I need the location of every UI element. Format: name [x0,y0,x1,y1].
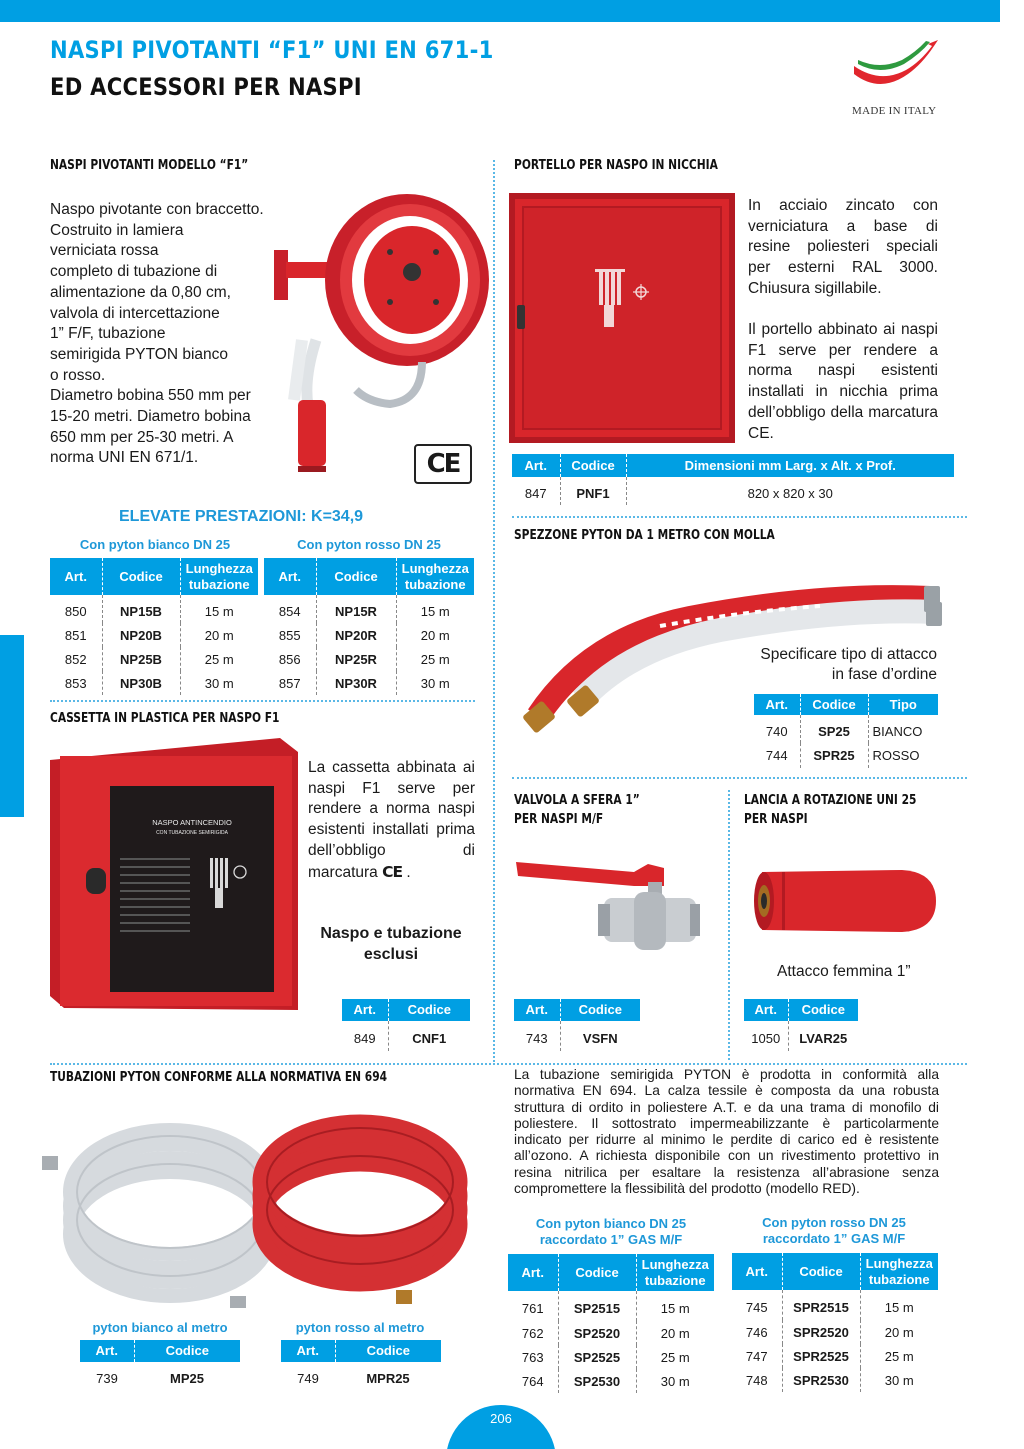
table-row: 1050 LVAR25 [744,1021,858,1051]
portello-description-2: Il portello abbinato ai naspi F1 serve per rendere a norma naspi esistenti installati in nicchia prima dell’obbligo della marcatura CE. [748,321,938,442]
hose-reel-image [272,190,494,475]
italy-flag-logo [850,38,940,100]
page-number: 206 [490,1411,512,1426]
valvola-table: Art. Codice 743 VSFN [514,999,640,1051]
nozzle-image [752,866,938,936]
table-row: 739 MP25 [96,1371,204,1386]
portello-description-1: In acciaio zincato con verniciatura a base di resine poliesteri speciali per esterni RAL 3000. Chiusura sigillabile. [748,197,938,297]
tub-red-table: Art. Codice Lunghezza tubazione 745 SPR2515 15 m 746 SPR2520 20 m 747 SPR2525 25 m 748 SPR2530 30 m [732,1253,938,1392]
cassetta-description: La cassetta abbinata ai naspi F1 serve per rendere a norma naspi esistenti installati prima dell’obbligo di marcatura CE . [308,759,475,881]
table-row: 856 NP25R 25 m [264,647,474,671]
table-row: 851 NP20B 20 m [50,623,258,647]
table-row: 857 NP30R 30 m [264,671,474,695]
table-row: 852 NP25B 25 m [50,647,258,671]
page-subtitle: ED ACCESSORI PER NASPI [50,73,362,101]
lancia-note: Attacco femmina 1” [777,963,911,980]
section-divider [512,777,967,779]
naspi-description: Naspo pivotante con braccetto. Costruito in lamiera verniciata rossa completo di tubazione di alimentazione da 0,80 cm, valvola di intercettazione 1” F/F, tubazione semirigida PYTON bianco o rosso. Diametro bobina 550 mm per 15-20 metri. Diametro bobina 650 mm per 25-30 metri. A norma UNI EN 671/1. [50,201,264,467]
section-heading-tubazioni: TUBAZIONI PYTON CONFORME ALLA NORMATIVA EN 694 [50,1070,388,1085]
page-number-tab [446,1405,556,1449]
section-heading-portello: PORTELLO PER NASPO IN NICCHIA [514,158,718,173]
table-row: 748 SPR2530 30 m [732,1368,938,1392]
table-row: 854 NP15R 15 m [264,595,474,623]
spezzone-note: Specificare tipo di attacco in fase d’ordine [760,646,937,683]
table-row: 847 PNF1 820 x 820 x 30 [512,477,954,505]
red-table-label: Con pyton rosso DN 25 [297,537,441,552]
table-row: 745 SPR2515 15 m [732,1290,938,1320]
lancia-table: Art. Codice 1050 LVAR25 [744,999,858,1051]
made-in-italy-label: MADE IN ITALY [852,105,937,117]
ball-valve-image [514,856,704,956]
table-row: 855 NP20R 20 m [264,623,474,647]
section-heading-valvola: VALVOLA A SFERA 1” PER NASPI M/F [514,793,640,827]
table-row: 762 SP2520 20 m [508,1321,714,1345]
table-row: 744 SPR25 ROSSO [754,743,938,768]
table-row: 740 SP25 BIANCO [754,715,938,743]
section-divider [50,1063,967,1065]
column-divider [728,790,730,1060]
tubazioni-description: La tubazione semirigida PYTON è prodotta in conformità alla normativa EN 694. La calza tessile è composta da una robusta struttura di ordito in poliestere A.T. e da una trama di monofilo di poliestere. Il sottostrato impermeabilizzante è particolarmente indicato per ridurre al minimo le perdite di carico ed è resistente all’ozono. A richiesta disponibile con un rivestimento protettivo in resina nitrilica per esaltare la resistenza all’abrasione senza compromettere la flessibilità del prodotto (modello RED). [514,1067,939,1197]
section-heading-naspi: NASPI PIVOTANTI MODELLO “F1” [50,158,249,173]
table-row: 763 SP2525 25 m [508,1345,714,1369]
table-row: 849 CNF1 [342,1021,470,1051]
table-row: 749 MPR25 [297,1371,410,1386]
section-divider [512,516,967,518]
cassetta-box-label: NASPO ANTINCENDIO CON TUBAZIONE SEMIRIGIDA [152,818,232,836]
table-row: 761 SP2515 15 m [508,1291,714,1321]
performance-highlight: ELEVATE PRESTAZIONI: K=34,9 [119,508,364,525]
top-accent-bar [0,0,1000,22]
table-row: 746 SPR2520 20 m [732,1320,938,1344]
table-row: 747 SPR2525 25 m [732,1344,938,1368]
spezzone-table: Art. Codice Tipo 740 SP25 BIANCO 744 SPR25 ROSSO [754,694,938,768]
table-row: 764 SP2530 30 m [508,1369,714,1393]
metro-white-label: pyton bianco al metro [92,1320,228,1335]
tub-white-label: Con pyton bianco DN 25 raccordato 1” GAS M/F [535,1216,687,1247]
cassetta-table: Art. Codice 849 CNF1 [342,999,470,1051]
section-divider [50,700,475,702]
cassetta-box-image [50,738,298,1012]
section-heading-cassetta: CASSETTA IN PLASTICA PER NASPO F1 [50,711,280,726]
section-heading-lancia: LANCIA A ROTAZIONE UNI 25 PER NASPI [744,793,917,827]
table-row: 853 NP30B 30 m [50,671,258,695]
table-row: 743 VSFN [514,1021,640,1051]
white-table-label: Con pyton bianco DN 25 [79,537,231,552]
tub-red-label: Con pyton rosso DN 25 raccordato 1” GAS M/F [762,1215,906,1246]
metro-red-table: Art. Codice 749 MPR25 [281,1340,441,1390]
portello-table: Art. Codice Dimensioni mm Larg. x Alt. x Prof. 847 PNF1 820 x 820 x 30 [512,454,954,505]
hose-coils-image [40,1102,490,1317]
section-heading-spezzone: SPEZZONE PYTON DA 1 METRO CON MOLLA [514,528,775,543]
ce-mark: CE [414,444,472,484]
side-accent-tab [0,635,24,817]
cassetta-excluded-note: Naspo e tubazione esclusi [320,925,462,963]
table-row: 850 NP15B 15 m [50,595,258,623]
portello-door-image [509,193,735,443]
tub-white-table: Art. Codice Lunghezza tubazione 761 SP2515 15 m 762 SP2520 20 m 763 SP2525 25 m 764 SP2530 30 m [508,1254,714,1393]
naspi-white-table: Art. Codice Lunghezza tubazione 850 NP15B 15 m 851 NP20B 20 m 852 NP25B 25 m 853 NP30B 30 m [50,558,258,695]
naspi-red-table: Art. Codice Lunghezza tubazione 854 NP15R 15 m 855 NP20R 20 m 856 NP25R 25 m 857 NP30R 30 m [264,558,474,695]
metro-white-table: Art. Codice 739 MP25 [80,1340,240,1390]
metro-red-label: pyton rosso al metro [295,1320,425,1335]
page-title: NASPI PIVOTANTI “F1” UNI EN 671-1 [50,36,494,64]
